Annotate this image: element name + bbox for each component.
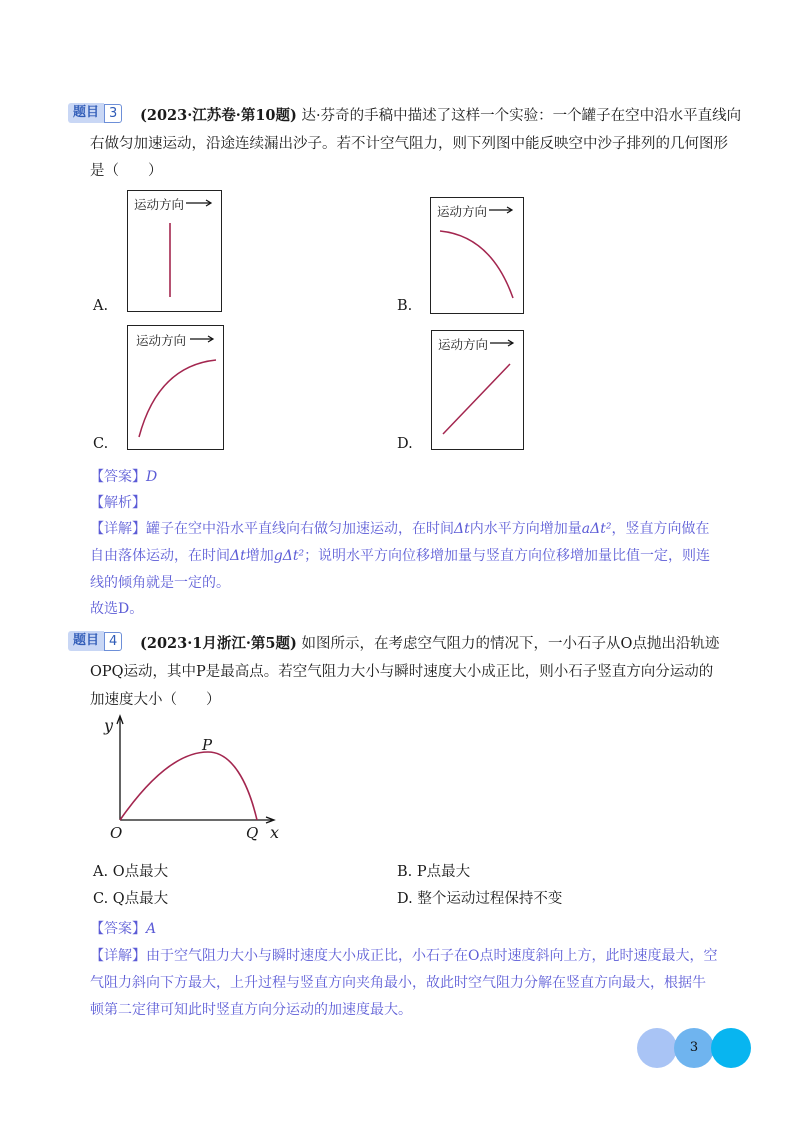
detail-text: 自由落体运动，在时间 [90,548,230,564]
q3-figure-a [127,190,222,312]
math-dt: Δt [230,548,246,564]
question-tag-label: 题目 [68,103,104,123]
q3-option-d-letter: D. [397,436,413,452]
trajectory-curve [120,752,257,820]
question-tag-3 [68,103,122,123]
answer-label: 【答案】 [90,921,146,937]
detail-label: 【详解】 [90,521,146,537]
q3-figure-b-svg [431,198,523,313]
q3-source: (2023·江苏卷·第10题) [140,107,297,124]
q4-answer [90,918,156,938]
q4-line-1 [140,632,719,653]
answer-value: D [146,469,158,485]
answer-label: 【答案】 [90,469,146,485]
q3-figure-c [127,325,224,450]
graph-y-label: y [104,716,114,735]
q4-option-b [397,860,470,881]
math-g-dt2: gΔt² [273,548,305,564]
q4-line-3: 加速度大小（ ） [90,692,221,708]
question-tag-number: 3 [104,104,122,123]
q3-detail-line-1 [90,518,709,538]
detail-text: ，竖直方向做在 [611,521,710,537]
q3-detail-line-2 [90,545,710,565]
sand-curve-down [440,231,513,298]
question-tag-number: 4 [104,632,122,651]
motion-direction-label: 运动方向 [438,337,489,352]
page-bubble-left [637,1028,677,1068]
math-dt: Δt [454,521,470,537]
q3-figure-d-svg [432,331,523,449]
graph-origin-label: O [110,824,123,842]
detail-text: 罐子在空中沿水平直线向右做匀加速运动，在时间 [146,521,454,537]
q4-option-c [93,887,168,908]
q3-analysis-label: 【解析】 [90,495,146,511]
detail-text: 由于空气阻力大小与瞬时速度大小成正比，小石子在O点时速度斜向上方，此时速度最大，空 [146,948,718,964]
q4-detail-line-3: 顿第二定律可知此时竖直方向分运动的加速度最大。 [90,1002,412,1018]
q3-conclusion: 故选D。 [90,601,144,617]
q4-option-d [397,887,562,908]
q3-detail-line-3: 线的倾角就是一定的。 [90,575,230,591]
detail-text: 增加 [245,548,274,564]
q3-answer [90,466,157,486]
question-tag-label: 题目 [68,631,104,651]
graph-peak-label: P [202,736,213,754]
sand-straight-line [443,364,510,434]
sand-curve-up [139,360,216,437]
q4-detail-line-1 [90,945,717,965]
option-letter: C. [93,891,109,907]
q4-stem-1: 如图所示，在考虑空气阻力的情况下，一小石子从O点抛出沿轨迹 [301,636,720,652]
q3-line-1 [140,104,741,125]
option-text: 整个运动过程保持不变 [417,891,563,907]
q4-trajectory-graph [100,712,290,847]
q3-option-c-letter: C. [93,436,109,452]
detail-label: 【详解】 [90,948,146,964]
q3-option-a-letter: A. [93,298,109,314]
q3-line-2: 右做匀加速运动，沿途连续漏出沙子。若不计空气阻力，则下列图中能反映空中沙子排列的几何图形 [90,136,728,152]
q3-option-b-letter: B. [397,298,413,314]
motion-direction-label: 运动方向 [136,333,187,348]
motion-direction-label: 运动方向 [437,204,488,219]
q4-detail-line-2: 气阻力斜向下方最大，上升过程与竖直方向夹角最小，故此时空气阻力分解在竖直方向最大，根据牛 [90,975,706,991]
option-letter: D. [397,891,413,907]
q3-figure-a-svg [128,191,221,311]
page-number: 3 [689,1040,699,1055]
q3-stem-1: 达·芬奇的手稿中描述了这样一个实验：一个罐子在空中沿水平直线向 [301,108,742,124]
q3-figure-d [431,330,524,450]
option-text: Q点最大 [112,891,169,907]
page-bubble-right [711,1028,751,1068]
detail-text: 内水平方向增加量 [469,521,582,537]
motion-direction-label: 运动方向 [134,197,185,212]
answer-value: A [146,921,157,937]
q4-line-2: OPQ运动，其中P是最高点。若空气阻力大小与瞬时速度大小成正比，则小石子竖直方向分运动的 [90,664,714,680]
q3-figure-b [430,197,524,314]
q3-line-3: 是（ ） [90,163,163,179]
math-a-dt2: aΔt² [581,521,612,537]
question-tag-4 [68,631,122,651]
option-letter: A. [93,864,109,880]
option-text: P点最大 [416,864,471,880]
q4-option-a [93,860,168,881]
detail-text: ；说明水平方向位移增加量与竖直方向位移增加量比值一定，则连 [304,548,711,564]
graph-x-label: x [270,823,280,842]
option-text: O点最大 [112,864,169,880]
q4-source: (2023·1月浙江·第5题) [140,635,297,652]
graph-end-label: Q [246,824,259,842]
option-letter: B. [397,864,413,880]
q3-figure-c-svg [128,326,223,449]
